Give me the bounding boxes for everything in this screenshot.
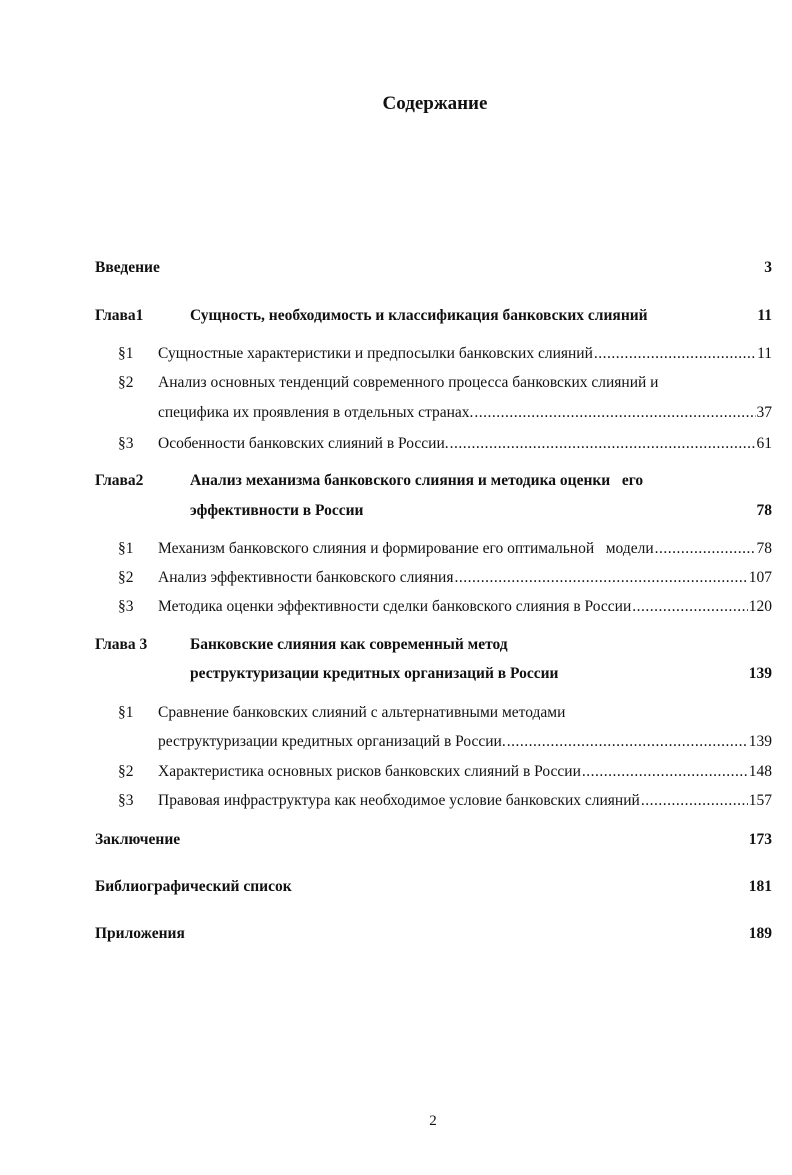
page-ref: 157 (748, 792, 772, 809)
toc-conclusion[interactable] (95, 829, 772, 851)
page-title: Содержание (382, 93, 488, 114)
dot-leader (507, 731, 748, 753)
dot-leader (474, 402, 755, 424)
section-title: Правовая инфраструктура как необходимое условие банковских слияний (158, 792, 640, 809)
section-title: Методика оценки эффективности сделки банковского слияния в России (158, 598, 632, 615)
page-ref: 78 (756, 540, 772, 557)
section-title: Особенности банковских слияний в России. (158, 435, 449, 452)
chapter-title: Анализ механизма банковского слияния и методика оценки его (190, 472, 644, 489)
section-num: §2 (118, 763, 134, 780)
entry-label: Заключение (95, 831, 181, 848)
section-title: реструктуризации кредитных организаций в России. (158, 733, 506, 750)
section-title: специфика их проявления в отдельных странах. (158, 404, 474, 421)
page-ref: 61 (756, 435, 772, 452)
dot-leader (655, 538, 756, 560)
section-title: Анализ основных тенденций современного процесса банковских слияний и (158, 374, 659, 391)
toc-chapter-1[interactable] (95, 305, 772, 327)
section-num: §3 (118, 598, 134, 615)
toc-bibliography[interactable] (95, 876, 772, 898)
page-ref: 173 (748, 831, 772, 848)
section-num: §2 (118, 569, 134, 586)
toc-ch3-section-1-cont[interactable] (95, 731, 772, 753)
toc-ch3-section-3[interactable] (95, 790, 772, 812)
dot-leader (582, 761, 748, 783)
toc-ch2-section-1[interactable] (95, 538, 772, 560)
chapter-title: реструктуризации кредитных организаций в России (190, 665, 559, 682)
toc-chapter-3-cont[interactable] (95, 663, 772, 685)
chapter-title: Сущность, необходимость и классификация банковских слияний (190, 307, 648, 324)
section-title: Характеристика основных рисков банковских слияний в России (158, 763, 581, 780)
page-ref: 3 (764, 259, 772, 276)
toc-chapter-2-cont[interactable] (95, 500, 772, 522)
section-title: Анализ эффективности банковского слияния (158, 569, 454, 586)
section-title: Механизм банковского слияния и формирование его оптимальной модели (158, 540, 654, 557)
chapter-title: эффективности в России (190, 502, 364, 519)
dot-leader (450, 433, 756, 455)
toc-chapter-2[interactable] (95, 470, 772, 492)
chapter-label: Глава 3 (95, 636, 148, 653)
page-ref: 78 (756, 502, 772, 519)
toc-ch3-section-2[interactable] (95, 761, 772, 783)
dot-leader (454, 567, 747, 589)
entry-label: Приложения (95, 925, 185, 942)
section-num: §3 (118, 435, 134, 452)
page-ref: 11 (757, 345, 772, 362)
page-ref: 120 (748, 598, 772, 615)
page-ref: 11 (757, 307, 772, 324)
entry-label: Библиографический список (95, 878, 292, 895)
chapter-label: Глава1 (95, 307, 144, 324)
toc-ch2-section-2[interactable] (95, 567, 772, 589)
section-num: §1 (118, 704, 134, 721)
page-ref: 139 (748, 733, 772, 750)
page-ref: 148 (748, 763, 772, 780)
page-ref: 189 (748, 925, 772, 942)
section-num: §1 (118, 540, 134, 557)
section-title: Сущностные характеристики и предпосылки банковских слияний (158, 345, 593, 362)
section-num: §2 (118, 374, 134, 391)
toc-ch1-section-2[interactable] (95, 372, 772, 394)
toc-ch1-section-3[interactable] (95, 433, 772, 455)
section-num: §1 (118, 345, 134, 362)
page-ref: 181 (748, 878, 772, 895)
dot-leader (594, 343, 756, 365)
page-ref: 107 (748, 569, 772, 586)
chapter-title: Банковские слияния как современный метод (190, 636, 508, 653)
toc-ch2-section-3[interactable] (95, 596, 772, 618)
entry-label: Введение (95, 259, 160, 276)
toc-intro[interactable] (95, 257, 772, 279)
section-num: §3 (118, 792, 134, 809)
toc-ch3-section-1[interactable] (95, 702, 772, 724)
page-ref: 139 (748, 665, 772, 682)
toc-appendix[interactable] (95, 923, 772, 945)
section-title: Сравнение банковских слияний с альтернативными методами (158, 704, 566, 721)
toc-chapter-3[interactable] (95, 634, 772, 656)
page-number: 2 (429, 1113, 437, 1129)
dot-leader (632, 596, 747, 618)
chapter-label: Глава2 (95, 472, 144, 489)
toc-ch1-section-1[interactable] (95, 343, 772, 365)
dot-leader (641, 790, 748, 812)
page-ref: 37 (756, 404, 772, 421)
toc-ch1-section-2-cont[interactable] (95, 402, 772, 424)
